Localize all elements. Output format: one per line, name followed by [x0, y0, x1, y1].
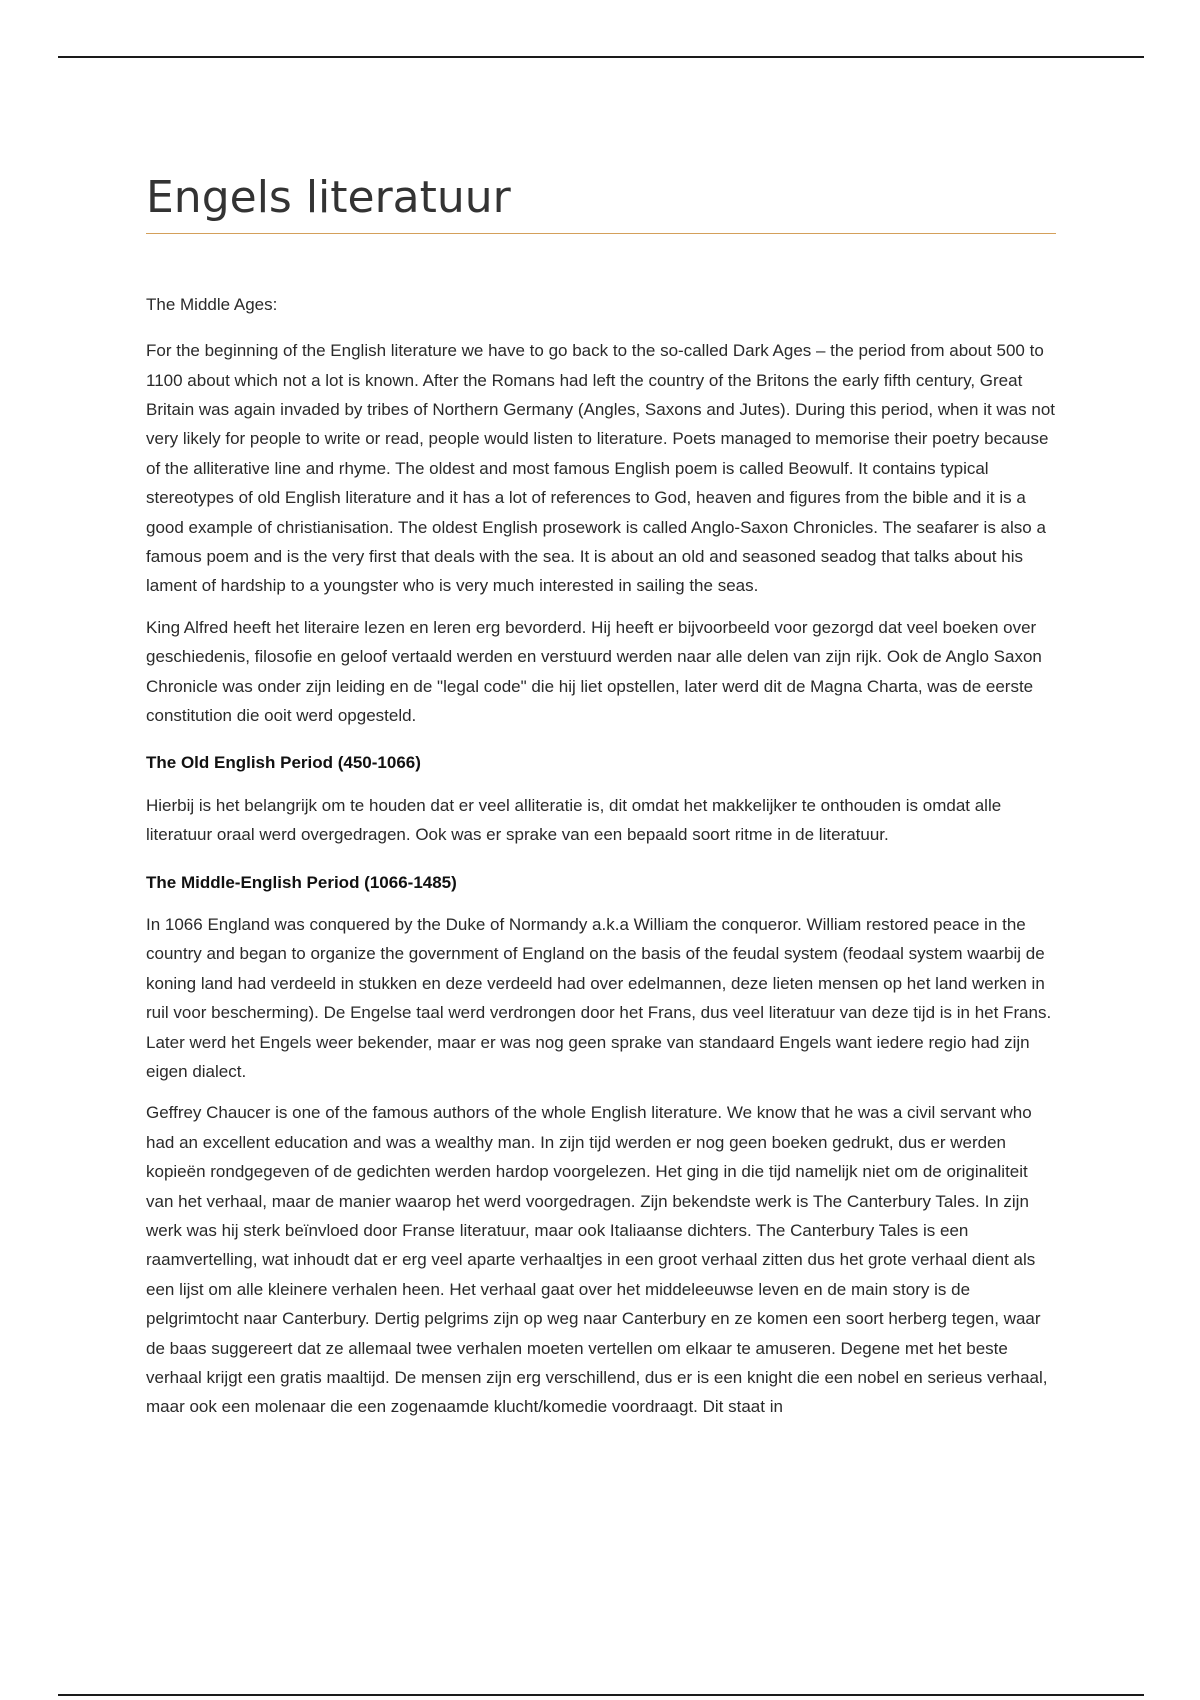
paragraph-king-alfred: King Alfred heeft het literaire lezen en leren erg bevorderd. Hij heeft er bijvoorbeeld voor gezorgd dat veel boeken over geschiedenis, filosofie en geloof vertaald werden en verstuurd werden naar alle delen van zijn rijk. Ook de Anglo Saxon Chronicle was onder zijn leiding en de "legal code" die hij liet opstellen, later werd dit de Magna Charta, was de eerste constitution die ooit werd opgesteld. — [146, 617, 1042, 726]
paragraph-chaucer: Geffrey Chaucer is one of the famous authors of the whole English literature. We know that he was a civil servant who had an excellent education and was a wealthy man. In zijn tijd werden er nog geen boeken gedrukt, dus er werden kopieën rondgegeven of de gedichten werden hardop voorgelezen. Het ging in die tijd namelijk niet om de originaliteit van het verhaal, maar de manier waarop het werd voorgedragen. Zijn bekendste werk is The Canterbury Tales. In zijn werk was hij sterk beïnvloed door Franse literatuur, maar ook Italiaanse dichters. The Canterbury Tales is een raamvertelling, wat inhoudt dat er erg veel aparte verhaaltjes in een groot verhaal zitten dus het grote verhaal dient als een lijst om alle kleinere verhalen heen. Het verhaal gaat over het middeleeuwse leven en de main story is de pelgrimtocht naar Canterbury. Dertig pelgrims zijn op weg naar Canterbury en ze komen een soort herberg tegen, waar de baas suggereert dat ze allemaal twee verhalen moeten vertellen om elkaar te amuseren. Degene met het beste verhaal krijgt een gratis maaltijd. De mensen zijn erg verschillend, dus er is een knight die een nobel en serieus verhaal, maar ook een molenaar die een zogenaamde klucht/komedie voordraagt. Dit staat in — [146, 1103, 1048, 1417]
paragraph-dark-ages: For the beginning of the English literature we have to go back to the so-called Dark Ages – the period from about 500 to 1100 about which not a lot is known. After the Romans had left the country of the Britons the early fifth century, Great Britain was again invaded by tribes of Northern Germany (Angles, Saxons and Jutes). During this period, when it was not very likely for people to write or read, people would listen to literature. Poets managed to memorise their poetry because of the alliterative line and rhyme. The oldest and most famous English poem is called Beowulf. It contains typical stereotypes of old English literature and it has a lot of references to God, heaven and figures from the bible and it is a good example of christianisation. The oldest English prosework is called Anglo-Saxon Chronicles. The seafarer is also a famous poem and is the very first that deals with the sea. It is about an old and seasoned seadog that talks about his lament of hardship to a youngster who is very much interested in sailing the seas. — [146, 341, 1056, 596]
section-label-middle-ages: The Middle Ages: — [146, 294, 278, 314]
page-bottom-rule — [58, 1694, 1144, 1696]
paragraph-norman-conquest: In 1066 England was conquered by the Duke of Normandy a.k.a William the conqueror. William restored peace in the country and began to organize the government of England on the basis of the feudal system (feodaal system waarbij de koning land had verdeeld in stukken en deze verdeeld had over edelmannen, deze lieten mensen op het land werken in ruil voor bescherming). De Engelse taal werd verdrongen door het Frans, dus veel literatuur van deze tijd is in het Frans. Later werd het Engels weer bekender, maar er was nog geen sprake van standaard Engels want iedere regio had zijn eigen dialect. — [146, 914, 1052, 1081]
paragraph-alliteratie: Hierbij is het belangrijk om te houden dat er veel alliteratie is, dit omdat het makkelijker te onthouden is omdat alle literatuur oraal werd overgedragen. Ook was er sprake van een bepaald soort ritme in de literatuur. — [146, 795, 1002, 845]
page-top-rule — [58, 56, 1144, 58]
document-body — [146, 172, 1056, 1434]
heading-old-english-period: The Old English Period (450-1066) — [146, 753, 421, 773]
heading-middle-english-period: The Middle-English Period (1066-1485) — [146, 872, 457, 892]
document-title: Engels literatuur — [146, 172, 1056, 234]
